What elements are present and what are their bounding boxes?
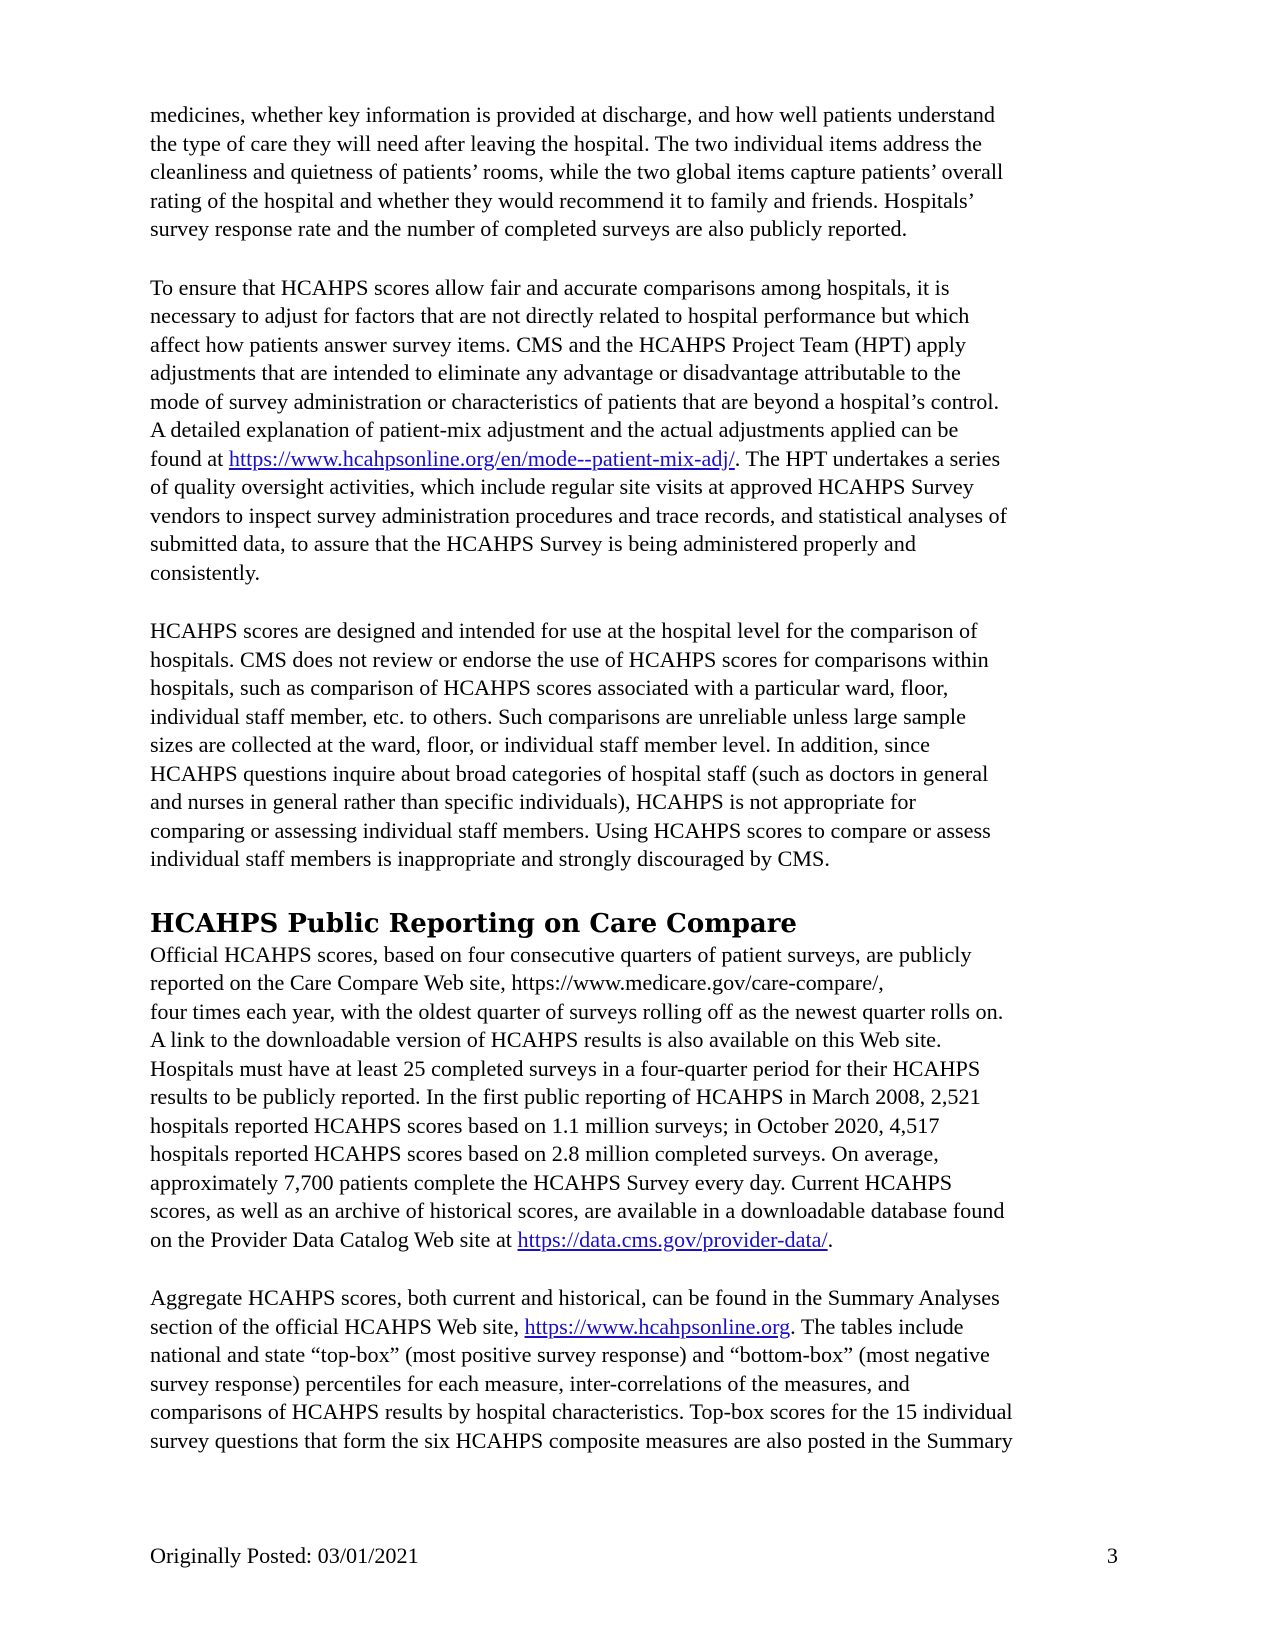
body-paragraphs xyxy=(150,101,1130,874)
section-paragraphs xyxy=(150,941,1130,1456)
text-line xyxy=(150,788,1130,817)
text-line xyxy=(150,1226,1130,1255)
text-line xyxy=(150,331,1130,360)
text-segment: HCAHPS questions inquire about broad categories of hospital staff (such as doctors in general xyxy=(150,760,989,786)
text-line xyxy=(150,674,1130,703)
text-segment: A detailed explanation of patient-mix adjustment and the actual adjustments applied can be xyxy=(150,417,959,442)
text-line xyxy=(150,274,1130,303)
hyperlink[interactable]: https://www.hcahpsonline.org xyxy=(524,1313,791,1339)
text-line xyxy=(150,215,1130,244)
text-line xyxy=(150,1398,1130,1427)
text-segment: rating of the hospital and whether they would recommend it to family and friends. Hospitals’ xyxy=(150,187,976,213)
text-segment: the type of care they will need after leaving the hospital. The two individual items address the xyxy=(150,130,982,156)
text-segment: adjustments that are intended to eliminate any advantage or disadvantage attributable to the xyxy=(150,360,961,385)
text-segment: submitted data, to assure that the HCAHPS Survey is being administered properly and xyxy=(150,531,916,556)
text-segment: survey questions that form the six HCAHPS composite measures are also posted in the Summary xyxy=(150,1427,1013,1453)
text-segment: national and state “top-box” (most positive survey response) and “bottom-box” (most negative xyxy=(150,1342,990,1367)
text-segment: hospitals reported HCAHPS scores based on 2.8 million completed surveys. On average, xyxy=(150,1141,939,1166)
page-number: 3 xyxy=(1106,1543,1118,1568)
text-segment: hospitals reported HCAHPS scores based on 1.1 million surveys; in October 2020, 4,517 xyxy=(150,1112,940,1138)
text-segment: HCAHPS scores are designed and intended for use at the hospital level for the comparison of xyxy=(150,618,978,643)
text-segment: A link to the downloadable version of HCAHPS results is also available on this Web site. xyxy=(150,1027,942,1052)
text-line xyxy=(150,187,1130,216)
text-segment: and nurses in general rather than specific individuals), HCAHPS is not appropriate for xyxy=(150,789,916,814)
text-line xyxy=(150,731,1130,760)
paragraph xyxy=(150,274,1130,588)
text-line xyxy=(150,1427,1130,1456)
text-segment: . xyxy=(827,1226,834,1252)
text-line xyxy=(150,158,1130,187)
text-line xyxy=(150,1284,1130,1313)
text-line xyxy=(150,617,1130,646)
text-segment: Hospitals must have at least 25 completed surveys in a four-quarter period for their HCAHPS xyxy=(150,1055,981,1081)
text-segment: results to be publicly reported. In the first public reporting of HCAHPS in March 2008, 2,521 xyxy=(150,1084,981,1109)
text-line xyxy=(150,388,1130,417)
text-segment: survey response) percentiles for each measure, inter-correlations of the measures, and xyxy=(150,1370,910,1396)
text-line xyxy=(150,817,1130,846)
text-segment: comparisons of HCAHPS results by hospital characteristics. Top-box scores for the 15 individual xyxy=(150,1399,1013,1424)
text-line xyxy=(150,1370,1130,1399)
posted-date: Originally Posted: 03/01/2021 xyxy=(150,1543,419,1568)
text-line xyxy=(150,1055,1130,1084)
text-line xyxy=(150,1140,1130,1169)
text-segment: survey response rate and the number of completed surveys are also publicly reported. xyxy=(150,216,908,241)
paragraph xyxy=(150,617,1130,874)
text-line xyxy=(150,998,1130,1027)
text-segment: comparing or assessing individual staff members. Using HCAHPS scores to compare or assess xyxy=(150,817,991,843)
text-segment: scores, as well as an archive of historical scores, are available in a downloadable database found xyxy=(150,1198,1005,1223)
text-segment: of quality oversight activities, which include regular site visits at approved HCAHPS Survey xyxy=(150,474,974,499)
text-line xyxy=(150,473,1130,502)
text-segment: medicines, whether key information is provided at discharge, and how well patients understand xyxy=(150,102,995,127)
text-line xyxy=(150,845,1130,874)
text-line xyxy=(150,101,1130,130)
text-segment: affect how patients answer survey items. CMS and the HCAHPS Project Team (HPT) apply xyxy=(150,331,966,357)
text-line xyxy=(150,760,1130,789)
text-segment: cleanliness and quietness of patients’ rooms, while the two global items capture patients’ overall xyxy=(150,159,1004,184)
paragraph xyxy=(150,1284,1130,1455)
hyperlink[interactable]: https://data.cms.gov/provider-data/ xyxy=(517,1226,828,1252)
paragraph xyxy=(150,941,1130,1255)
text-segment: necessary to adjust for factors that are not directly related to hospital performance but which xyxy=(150,303,970,328)
text-segment: mode of survey administration or characteristics of patients that are beyond a hospital’s control. xyxy=(150,388,1000,414)
text-line xyxy=(150,559,1130,588)
text-line xyxy=(150,1026,1130,1055)
text-line xyxy=(150,703,1130,732)
text-line xyxy=(150,416,1130,445)
text-line xyxy=(150,1083,1130,1112)
text-line xyxy=(150,530,1130,559)
text-line xyxy=(150,1197,1130,1226)
text-line xyxy=(150,1169,1130,1198)
text-segment: To ensure that HCAHPS scores allow fair and accurate comparisons among hospitals, it is xyxy=(150,274,950,300)
hyperlink[interactable]: https://www.hcahpsonline.org/en/mode--patient-mix-adj/ xyxy=(228,445,735,471)
text-line xyxy=(150,941,1130,970)
text-line xyxy=(150,359,1130,388)
paragraph xyxy=(150,101,1130,244)
text-line xyxy=(150,1112,1130,1141)
text-segment: four times each year, with the oldest quarter of surveys rolling off as the newest quarter rolls on. xyxy=(150,998,1004,1024)
text-line xyxy=(150,969,1130,998)
text-segment: . The HPT undertakes a series xyxy=(734,445,1001,471)
text-segment: Aggregate HCAHPS scores, both current and historical, can be found in the Summary Analyses xyxy=(150,1285,1000,1310)
document-page xyxy=(150,101,1130,1485)
text-segment: section of the official HCAHPS Web site, xyxy=(150,1313,525,1339)
text-segment: sizes are collected at the ward, floor, or individual staff member level. In addition, since xyxy=(150,732,930,757)
section-heading: HCAHPS Public Reporting on Care Compare xyxy=(150,908,797,939)
text-segment: reported on the Care Compare Web site, https://www.medicare.gov/care-compare/, xyxy=(150,970,884,995)
text-segment: consistently. xyxy=(150,559,261,585)
text-line xyxy=(150,130,1130,159)
text-segment: vendors to inspect survey administration procedures and trace records, and statistical analyses of xyxy=(150,502,1008,528)
text-line xyxy=(150,502,1130,531)
text-segment: hospitals, such as comparison of HCAHPS scores associated with a particular ward, floor, xyxy=(150,675,949,700)
text-segment: individual staff members is inappropriate and strongly discouraged by CMS. xyxy=(150,846,830,871)
text-line xyxy=(150,445,1130,474)
text-segment: . The tables include xyxy=(790,1313,964,1339)
text-segment: individual staff member, etc. to others. Such comparisons are unreliable unless large sample xyxy=(150,703,966,729)
text-segment: approximately 7,700 patients complete the HCAHPS Survey every day. Current HCAHPS xyxy=(150,1169,953,1195)
text-line xyxy=(150,1313,1130,1342)
text-line xyxy=(150,1341,1130,1370)
text-segment: on the Provider Data Catalog Web site at xyxy=(150,1226,518,1252)
text-segment: hospitals. CMS does not review or endorse the use of HCAHPS scores for comparisons within xyxy=(150,646,989,672)
text-segment: Official HCAHPS scores, based on four consecutive quarters of patient surveys, are publicly xyxy=(150,941,972,967)
text-line xyxy=(150,302,1130,331)
text-line xyxy=(150,646,1130,675)
text-segment: found at xyxy=(150,445,229,471)
